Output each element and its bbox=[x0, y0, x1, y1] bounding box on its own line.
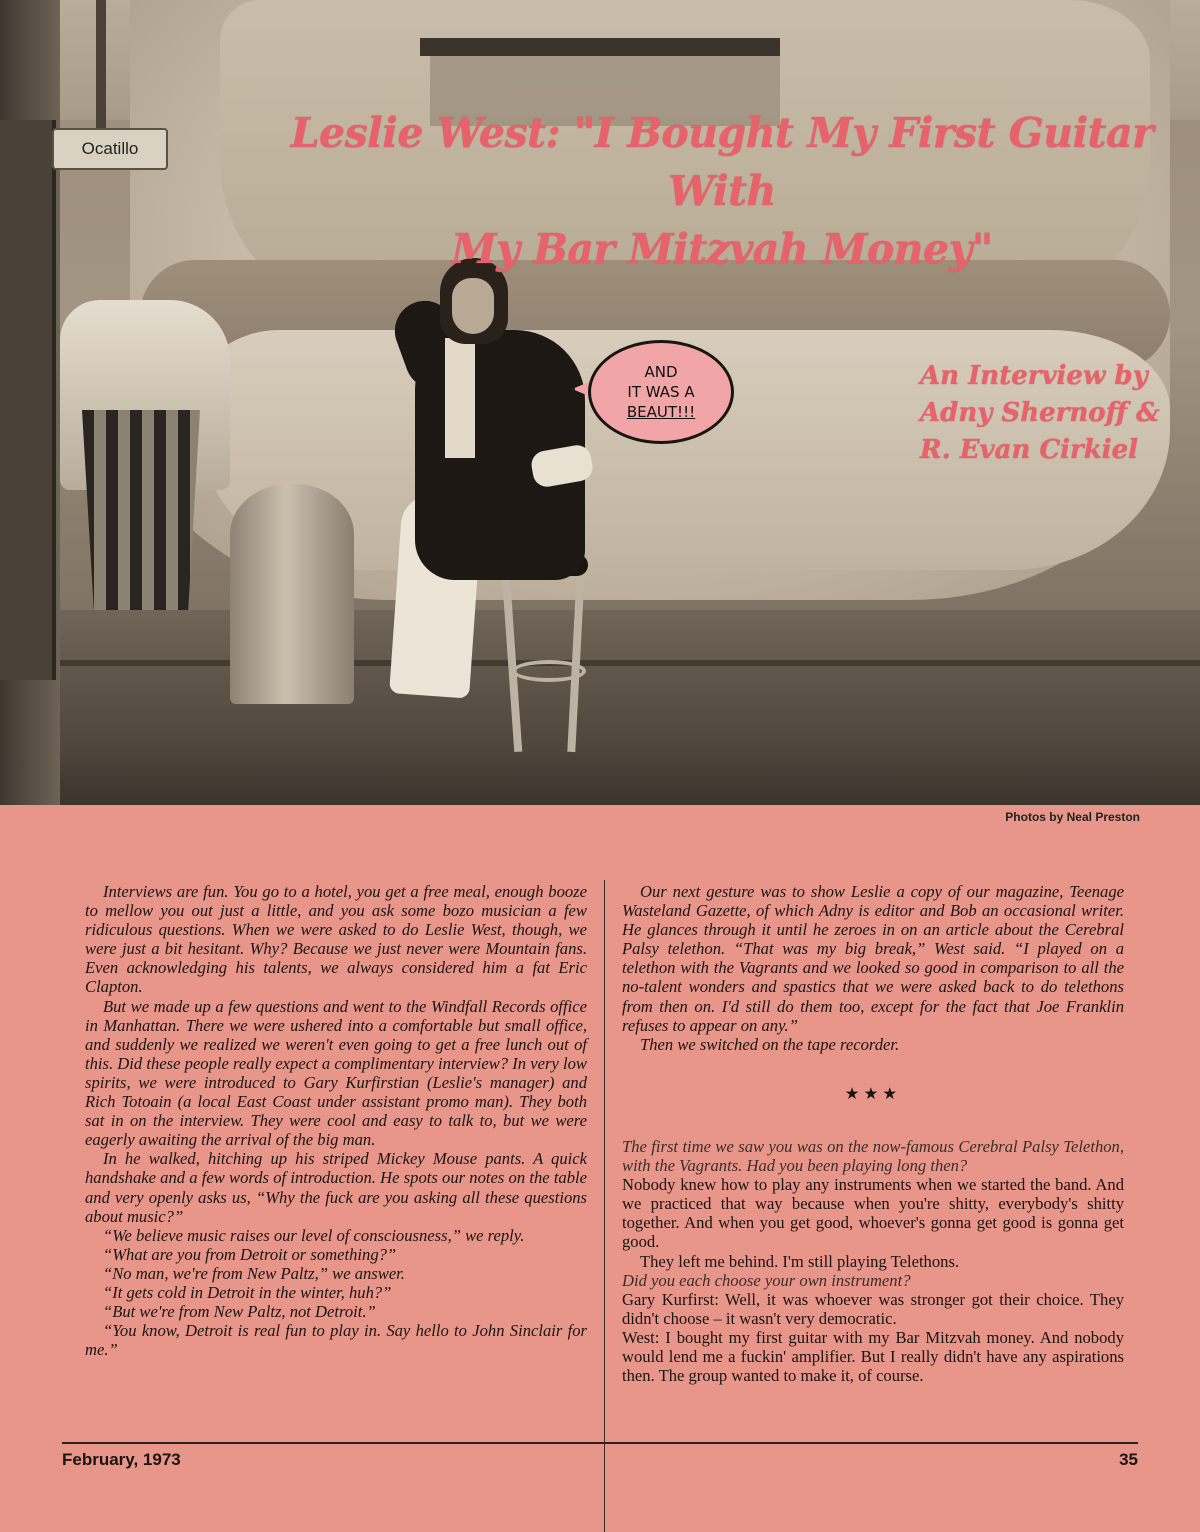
stool-footrest bbox=[512, 660, 586, 682]
paragraph: Then we switched on the tape recorder. bbox=[640, 1034, 900, 1054]
sign-pole bbox=[96, 0, 106, 128]
paragraph: “But we're from New Paltz, not Detroit.” bbox=[103, 1302, 376, 1322]
bubble-line-2: IT WAS A bbox=[627, 383, 695, 401]
byline-line-2: Adny Shernoff & bbox=[920, 398, 1160, 428]
paragraph: Interviews are fun. You go to a hotel, you get a free meal, enough booze to mellow you out just a little, and you ask some bozo musician a few ridiculous questions. When we were asked to do Leslie West, though, we were just a bit hesitant. Why? Because we just never were Mountain fans. Even acknowledging his talents, we always considered him a fat Eric Clapton. bbox=[85, 882, 587, 997]
paragraph: “We believe music raises our level of consciousness,” we reply. bbox=[103, 1225, 525, 1245]
paragraph: Our next gesture was to show Leslie a copy of our magazine, Teenage Wasteland Gazette, of which Adny is editor and Bob an occasional writer. He glances through it until he zeroes in on an article about the Cerebral Palsy telethon. “That was my big break,” West said. “I played on a telethon with the Vagrants and we looked so good in comparison to all the no-talent wonders and spastics that we were asked back to do telethons from then on. I'd still do them too, except for the fact that Joe Franklin refuses to appear on any.” bbox=[622, 882, 1124, 1035]
right-column bbox=[622, 882, 1124, 1385]
title-line-1: Leslie West: "I Bought My First Guitar With bbox=[290, 109, 1154, 215]
byline-line-3: R. Evan Cirkiel bbox=[920, 435, 1139, 465]
paragraph: “It gets cold in Detroit in the winter, huh?” bbox=[103, 1282, 392, 1302]
paragraph: “You know, Detroit is real fun to play in. Say hello to John Sinclair for me.” bbox=[85, 1321, 587, 1360]
paragraph: “What are you from Detroit or something?” bbox=[103, 1244, 397, 1264]
column-divider bbox=[604, 880, 605, 1532]
interview-answer: They left me behind. I'm still playing Telethons. bbox=[640, 1251, 960, 1271]
street-sign: Ocatillo bbox=[52, 128, 168, 170]
footer-rule bbox=[62, 1442, 1138, 1444]
interview-answer: Nobody knew how to play any instruments when we started the band. And we practiced that way because when you're shitty, everybody's shitty together. And when you get good, whoever's gonna get good is gonna get good. bbox=[622, 1175, 1124, 1252]
paragraph: But we made up a few questions and went to the Windfall Records office in Manhattan. There we were ushered into a comfortable but small office, and suddenly we realized we weren't even going to get a free lunch out of this. Did these people really expect a complimentary interview? In very low spirits, we were introduced to Gary Kurfirstian (Leslie's manager) and Rich Totoain (a local East Coast under assistant promo man). They both sat in on the interview. They were cool and easy to talk to, but we were eagerly awaiting the arrival of the big man. bbox=[85, 996, 587, 1150]
title-line-2: My Bar Mitzvah Money" bbox=[451, 225, 993, 273]
issue-date: February, 1973 bbox=[62, 1450, 181, 1469]
white-shirt bbox=[445, 338, 475, 458]
interview-question: The first time we saw you was on the now-famous Cerebral Palsy Telethon, with the Vagrants. Had you been playing long then? bbox=[622, 1136, 1124, 1176]
speech-bubble bbox=[588, 340, 734, 444]
curb bbox=[0, 660, 1200, 666]
byline bbox=[920, 358, 1200, 469]
interview-answer: Gary Kurfirst: Well, it was whoever was stronger got their choice. They didn't choose – it wasn't very democratic. bbox=[622, 1289, 1124, 1328]
photo-credit: Photos by Neal Preston bbox=[1005, 810, 1140, 824]
section-break-stars: ★★★ bbox=[844, 1083, 902, 1103]
interview-answer: West: I bought my first guitar with my Bar Mitzvah money. And nobody would lend me a fuckin' amplifier. But I really didn't have any aspirations then. The group wanted to make it, of course. bbox=[622, 1327, 1124, 1386]
paragraph: In he walked, hitching up his striped Mickey Mouse pants. A quick handshake and a few words of introduction. He spots our notes on the table and very openly asks us, “Why the fuck are you asking all these questions about music?” bbox=[85, 1149, 587, 1226]
face bbox=[452, 278, 494, 334]
left-column bbox=[85, 882, 587, 1359]
page-number: 35 bbox=[1119, 1450, 1138, 1469]
bubble-line-1: AND bbox=[644, 363, 678, 381]
article-title bbox=[282, 104, 1162, 278]
roof-vent bbox=[420, 38, 780, 56]
paragraph: “No man, we're from New Paltz,” we answer. bbox=[103, 1263, 405, 1283]
door-frame bbox=[0, 120, 56, 680]
round-trash-can bbox=[230, 484, 354, 704]
pavement bbox=[0, 610, 1200, 805]
striped-trash-can bbox=[82, 410, 200, 610]
interview-question: Did you each choose your own instrument? bbox=[622, 1270, 911, 1290]
bubble-line-3: BEAUT!!! bbox=[626, 403, 696, 421]
byline-line-1: An Interview by bbox=[920, 361, 1148, 391]
